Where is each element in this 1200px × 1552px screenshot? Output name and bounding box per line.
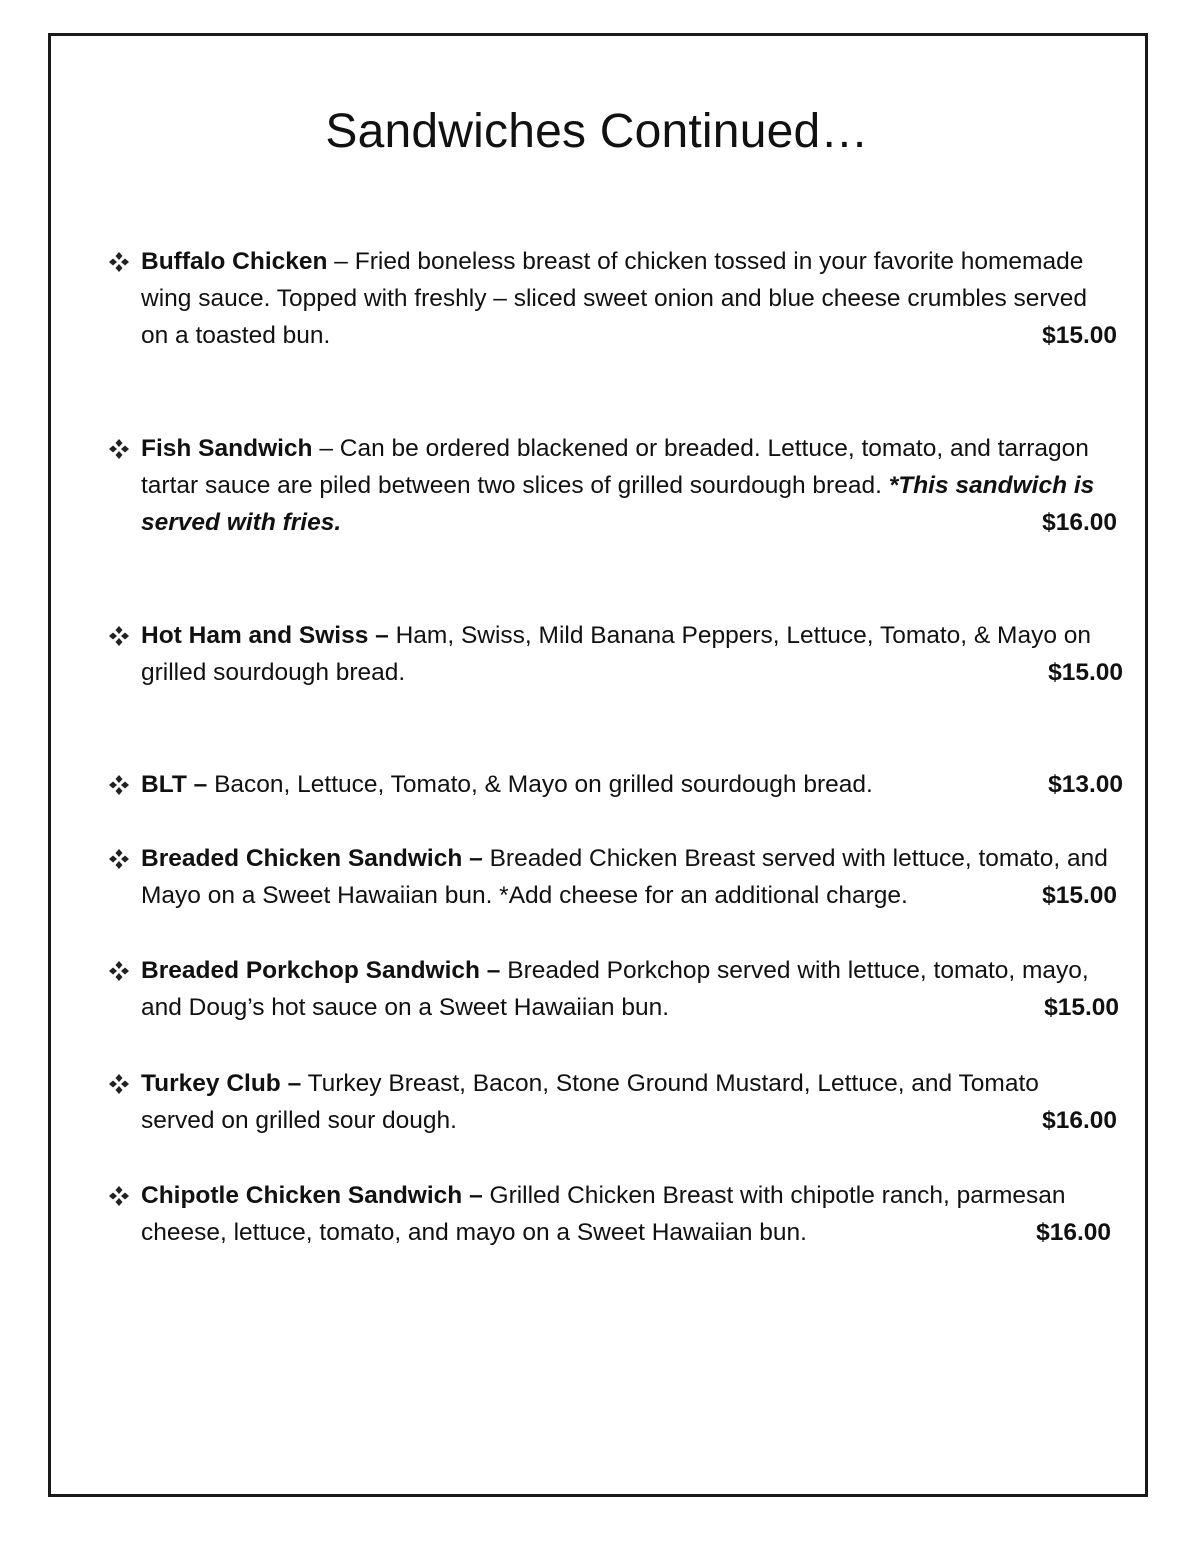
menu-item bbox=[107, 1177, 1117, 1251]
menu-item bbox=[107, 840, 1117, 914]
item-description: Turkey Breast, Bacon, Stone Ground Mustard, Lettuce, and Tomato served on grilled sour dough. bbox=[141, 1070, 1039, 1134]
diamond-bullet-icon bbox=[107, 766, 135, 803]
item-name: Fish Sandwich bbox=[141, 435, 313, 462]
item-description: Fried boneless breast of chicken tossed in your favorite homemade wing sauce. Topped with freshly – sliced sweet onion and blue cheese crumbles served on a toasted bun. bbox=[141, 248, 1088, 349]
diamond-bullet-icon bbox=[107, 1177, 135, 1214]
item-description: Can be ordered blackened or breaded. Lettuce, tomato, and tarragon tartar sauce are piled between two slices of grilled sourdough bread. bbox=[141, 435, 1089, 499]
item-description: Breaded Porkchop served with lettuce, tomato, mayo, and Doug’s hot sauce on a Sweet Hawaiian bun. bbox=[141, 957, 1089, 1021]
item-separator: – bbox=[312, 435, 340, 462]
diamond-bullet-icon bbox=[107, 952, 135, 989]
item-separator bbox=[483, 1182, 490, 1209]
item-name: Buffalo Chicken bbox=[141, 248, 328, 275]
diamond-bullet-icon bbox=[107, 430, 135, 467]
item-description: Grilled Chicken Breast with chipotle ranch, parmesan cheese, lettuce, tomato, and mayo on a Sweet Hawaiian bun. bbox=[141, 1182, 1066, 1246]
menu-item bbox=[107, 766, 1123, 803]
item-separator bbox=[483, 845, 490, 872]
item-name: BLT – bbox=[141, 771, 208, 798]
item-name: Turkey Club – bbox=[141, 1070, 302, 1097]
item-name: Chipotle Chicken Sandwich – bbox=[141, 1182, 483, 1209]
diamond-bullet-icon bbox=[107, 840, 135, 877]
menu-item bbox=[107, 952, 1117, 1026]
menu-item bbox=[107, 243, 1117, 354]
item-price: $16.00 bbox=[1036, 1219, 1111, 1246]
item-price: $15.00 bbox=[1042, 882, 1117, 909]
item-description: Breaded Chicken Breast served with lettuce, tomato, and Mayo on a Sweet Hawaiian bun. *Add cheese for an additional charge. bbox=[141, 845, 1108, 909]
diamond-bullet-icon bbox=[107, 243, 135, 280]
item-price: $16.00 bbox=[1042, 1107, 1117, 1134]
diamond-bullet-icon bbox=[107, 617, 135, 654]
item-price: $16.00 bbox=[1042, 509, 1117, 536]
menu-item bbox=[107, 617, 1123, 691]
diamond-bullet-icon bbox=[107, 1065, 135, 1102]
item-description: Ham, Swiss, Mild Banana Peppers, Lettuce, Tomato, & Mayo on grilled sourdough bread. bbox=[141, 622, 1092, 686]
item-separator bbox=[389, 622, 396, 649]
item-price: $15.00 bbox=[1044, 994, 1119, 1021]
item-name: Breaded Porkchop Sandwich – bbox=[141, 957, 501, 984]
item-price: $15.00 bbox=[1048, 659, 1123, 686]
item-separator: – bbox=[327, 248, 355, 275]
menu-item bbox=[107, 430, 1117, 541]
item-separator bbox=[301, 1070, 307, 1097]
item-name: Breaded Chicken Sandwich – bbox=[141, 845, 483, 872]
item-price: $15.00 bbox=[1042, 322, 1117, 349]
item-note: *This sandwich is served with fries. bbox=[141, 472, 1095, 536]
item-name: Hot Ham and Swiss – bbox=[141, 622, 389, 649]
menu-item bbox=[107, 1065, 1117, 1139]
item-description: Bacon, Lettuce, Tomato, & Mayo on grilled sourdough bread. bbox=[214, 771, 873, 798]
item-price: $13.00 bbox=[1048, 771, 1123, 798]
page-title: Sandwiches Continued… bbox=[325, 105, 869, 158]
